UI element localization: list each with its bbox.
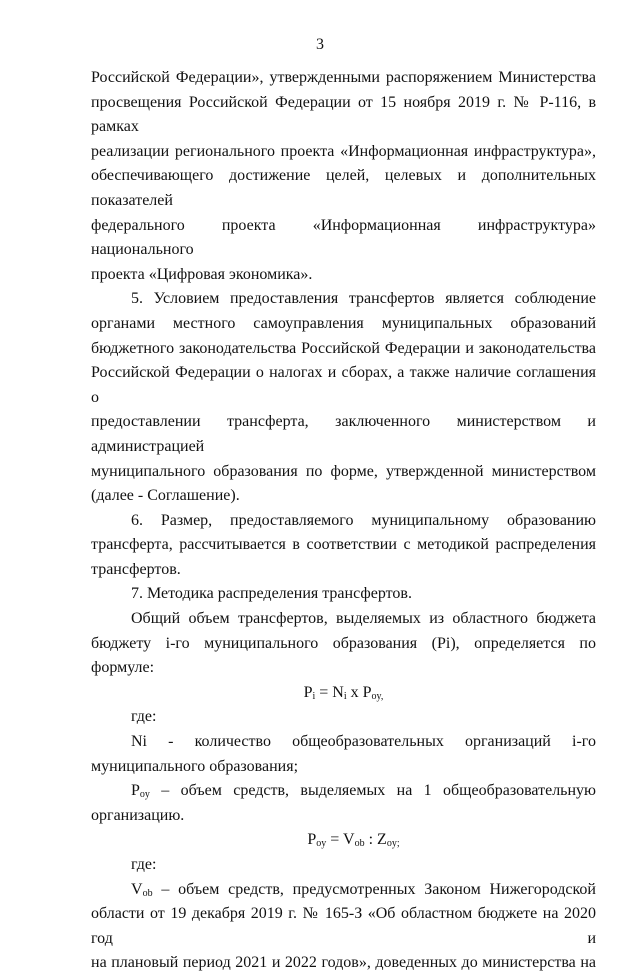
paragraph-5-line: 5. Условием предоставления трансфертов является соблюдение — [131, 290, 596, 308]
definition-ni: Ni - количество общеобразовательных организаций i-го — [131, 733, 596, 751]
paragraph-line: просвещения Российской Федерации от 15 ноября 2019 г. № Р-116, в рамках — [91, 93, 596, 136]
paragraph-8-line: бюджету i-го муниципального образования (Pi), определяется по формуле: — [91, 634, 596, 677]
formula-pi: $P_i = N_i$ x $P_{oy,}$ — [303, 683, 384, 702]
paragraph-5-line: муниципального образования по форме, утвержденной министерством — [91, 462, 596, 480]
paragraph-5-line: предоставлении трансферта, заключенного министерством и администрацией — [91, 413, 596, 455]
paragraph-line: Российской Федерации», утвержденными распоряжением Министерства — [91, 69, 596, 86]
definition-poy-line2: организацию. — [91, 806, 185, 824]
where-label: где: — [131, 856, 157, 873]
definition-poy: $P_{oy}$ – объем средств, выделяемых на 1 общеобразовательную — [131, 782, 596, 801]
paragraph-5-line: бюджетного законодательства Российской Федерации и законодательства — [91, 339, 596, 357]
paragraph-6-line: трансферта, рассчитывается в соответствии с методикой распределения — [91, 536, 596, 554]
paragraph-line: реализации регионального проекта «Информационная инфраструктура», — [91, 142, 596, 160]
definition-vob: $V_{ob}$ – объем средств, предусмотренных Законом Нижегородской — [131, 880, 596, 899]
paragraph-5-line: (далее - Соглашение). — [91, 487, 240, 505]
page-number: 3 — [316, 36, 324, 53]
paragraph-5-line: Российской Федерации о налогах и сборах, а также наличие соглашения о — [91, 364, 596, 406]
formula-poy: $P_{oy} = V_{ob}$ : $Z_{oy;}$ — [307, 831, 400, 850]
paragraph-7: 7. Методика распределения трансфертов. — [131, 585, 412, 603]
paragraph-6-line: 6. Размер, предоставляемого муниципальному образованию — [131, 511, 596, 529]
definition-ni-line2: муниципального образования; — [91, 757, 299, 775]
paragraph-line: проекта «Цифровая экономика». — [91, 265, 313, 283]
definition-vob-line2: области от 19 декабря 2019 г. № 165-З «Об областном бюджете на 2020 год и — [91, 905, 596, 947]
paragraph-line: федерального проекта «Информационная инфраструктура» национального — [91, 216, 596, 259]
where-label: где: — [131, 708, 157, 726]
paragraph-5-line: органами местного самоуправления муниципальных образований — [91, 314, 596, 332]
definition-vob-line3: на плановый период 2021 и 2022 годов», доведенных до министерства на — [91, 954, 596, 972]
paragraph-6-line: трансфертов. — [91, 560, 181, 578]
paragraph-8-line: Общий объем трансфертов, выделяемых из областного бюджета — [131, 610, 596, 628]
document-body — [91, 66, 596, 976]
paragraph-line: обеспечивающего достижение целей, целевых и дополнительных показателей — [91, 167, 596, 209]
